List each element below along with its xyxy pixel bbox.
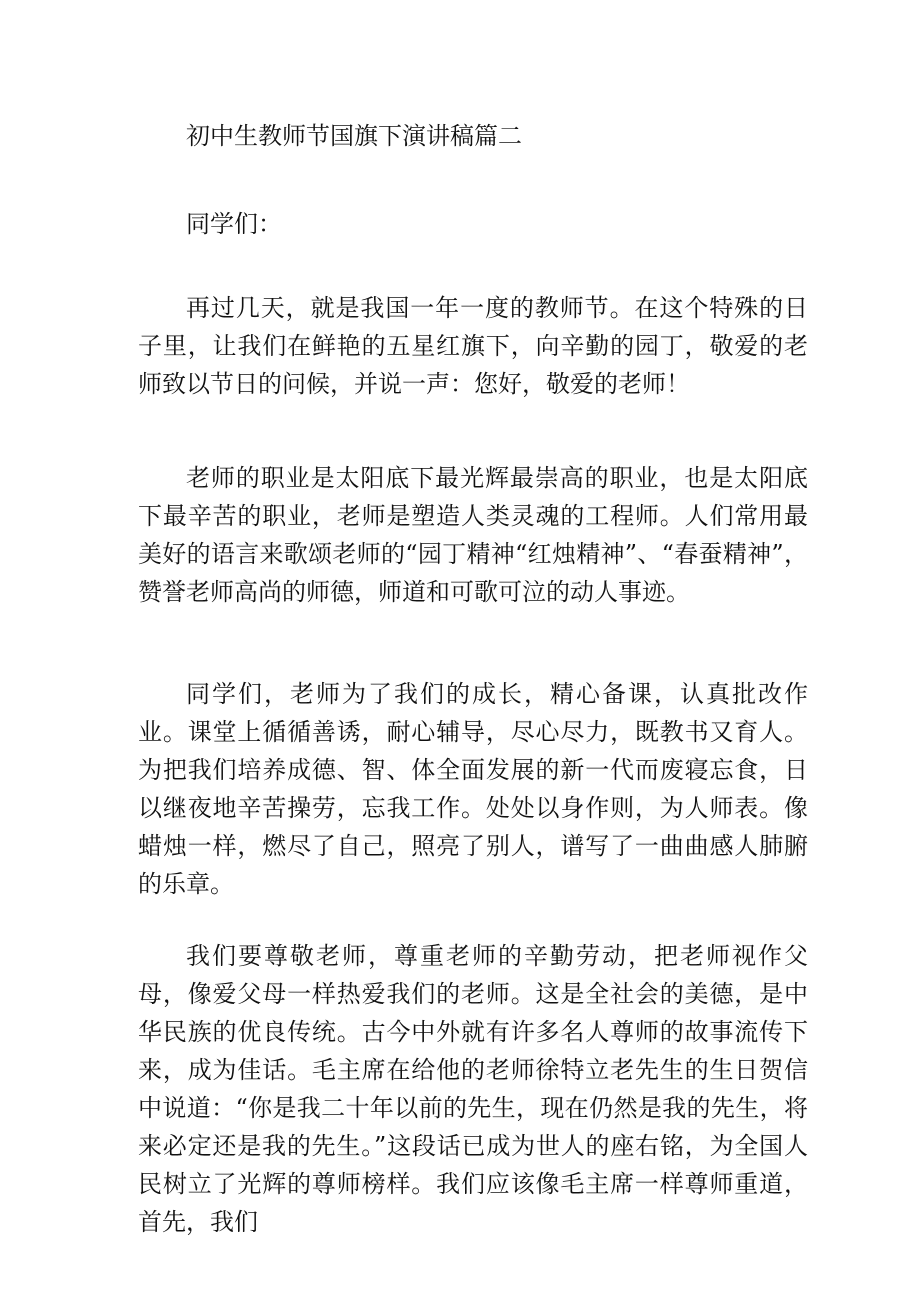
paragraph-4: 我们要尊敬老师，尊重老师的辛勤劳动，把老师视作父母，像爱父母一样热爱我们的老师。这是全社会的美德，是中华民族的优良传统。古今中外就有许多名人尊师的故事流传下来，成为佳话。毛主席在给他的老师徐特立老先生的生日贺信中说道：“你是我二十年以前的先生，现在仍然是我的先生，将来必定还是我的先生。”这段话已成为世人的座右铭，为全国人民树立了光辉的尊师榜样。我们应该像毛主席一样尊师重道，首先，我们: [138, 942, 808, 1236]
paragraph-3: 同学们，老师为了我们的成长，精心备课，认真批改作业。课堂上循循善诱，耐心辅导，尽心尽力，既教书又育人。为把我们培养成德、智、体全面发展的新一代而废寝忘食，日以继夜地辛苦操劳，忘我工作。处处以身作则，为人师表。像蜡烛一样，燃尽了自己，照亮了别人，谱写了一曲曲感人肺腑的乐章。: [138, 680, 808, 898]
paragraph-2: 老师的职业是太阳底下最光辉最崇高的职业，也是太阳底下最辛苦的职业，老师是塑造人类灵魂的工程师。人们常用最美好的语言来歌颂老师的“园丁精神“红烛精神”、“春蚕精神”，赞誉老师高尚的师德，师道和可歌可泣的动人事迹。: [138, 464, 808, 606]
salutation: 同学们：: [186, 210, 282, 238]
document-title: 初中生教师节国旗下演讲稿篇二: [186, 122, 522, 150]
paragraph-1: 再过几天，就是我国一年一度的教师节。在这个特殊的日子里，让我们在鲜艳的五星红旗下，向辛勤的园丁，敬爱的老师致以节日的问候，并说一声：您好，敬爱的老师！: [138, 294, 808, 398]
